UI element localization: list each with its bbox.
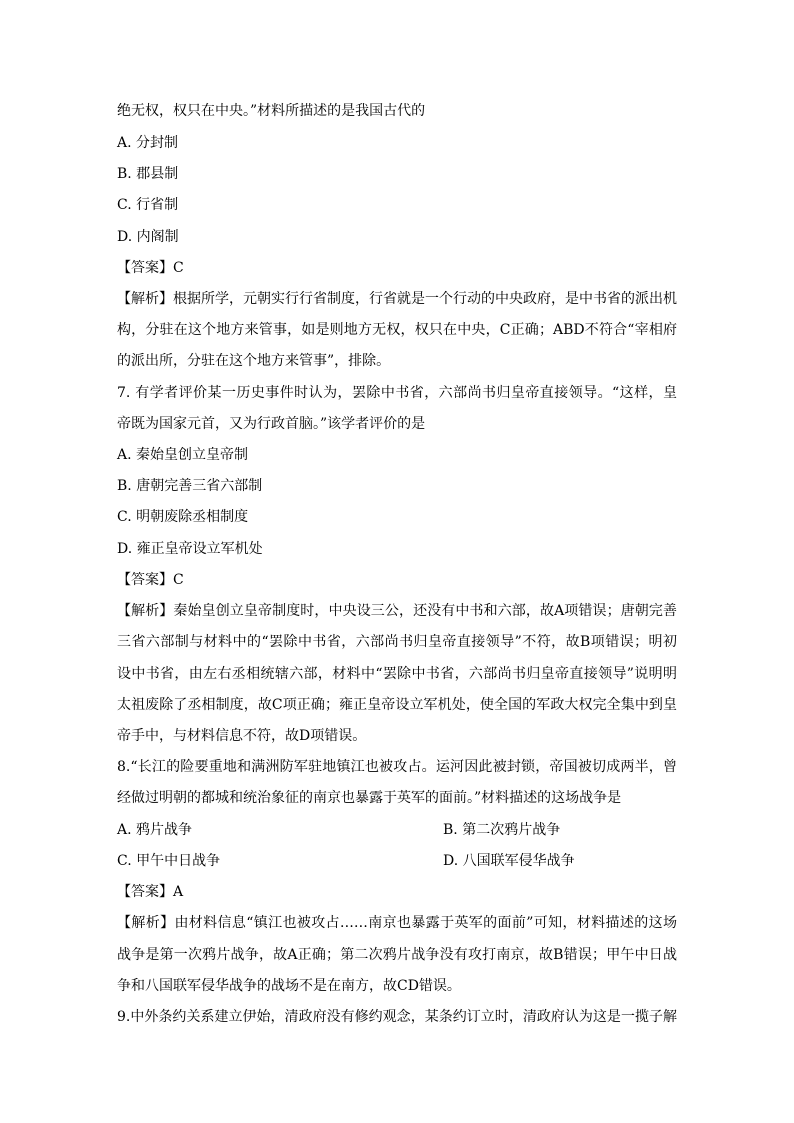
analysis-line: 争和八国联军侵华战争的战场不是在南方，故CD错误。 (117, 978, 461, 994)
analysis-line: 【解析】秦始皇创立皇帝制度时，中央设三公，还没有中书和六部，故A项错误；唐朝完善 (117, 603, 677, 619)
option-c: C. 甲午中日战争 (117, 853, 221, 869)
option-c: C. 行省制 (117, 197, 179, 213)
option-b: B. 唐朝完善三省六部制 (117, 478, 263, 494)
option-a: A. 秦始皇创立皇帝制 (117, 447, 249, 463)
analysis-line: 设中书省，由左右丞相统辖六部，材料中“罢除中书省，六部尚书归皇帝直接领导”说明明 (117, 666, 677, 682)
option-d: D. 八国联军侵华战争 (443, 853, 575, 869)
option-d: D. 内阁制 (117, 229, 179, 245)
question-8-cont: 经做过明朝的都城和统治象征的南京也暴露于英军的面前。”材料描述的这场战争是 (117, 790, 622, 806)
option-a: A. 鸦片战争 (117, 822, 193, 838)
analysis-line: 太祖废除了丞相制度，故C项正确；雍正皇帝设立军机处，使全国的军政大权完全集中到皇 (117, 697, 677, 713)
question-9: 9.中外条约关系建立伊始，清政府没有修约观念，某条约订立时，清政府认为这是一揽子解 (117, 1009, 677, 1025)
option-b: B. 郡县制 (117, 166, 179, 182)
question-7: 7. 有学者评价某一历史事件时认为，罢除中书省，六部尚书归皇帝直接领导。“这样，皇 (117, 385, 677, 401)
answer: 【答案】C (117, 572, 184, 588)
text-line: 绝无权，权只在中央。”材料所描述的是我国古代的 (117, 103, 426, 119)
answer: 【答案】C (117, 260, 184, 276)
option-a: A. 分封制 (117, 135, 179, 151)
analysis-line: 战争是第一次鸦片战争，故A正确；第二次鸦片战争没有攻打南京，故B错误；甲午中日战 (117, 947, 677, 963)
analysis-line: 帝手中，与材料信息不符，故D项错误。 (117, 728, 367, 744)
analysis-line: 三省六部制与材料中的“罢除中书省，六部尚书归皇帝直接领导”不符，故B项错误；明初 (117, 634, 677, 650)
option-b: B. 第二次鸦片战争 (443, 822, 561, 838)
analysis-line: 【解析】根据所学，元朝实行行省制度，行省就是一个行动的中央政府，是中书省的派出机 (117, 291, 677, 307)
question-8: 8.“长江的险要重地和满洲防军驻地镇江也被攻占。运河因此被封锁，帝国被切成两半，曾 (117, 759, 677, 775)
question-7-cont: 帝既为国家元首，又为行政首脑。”该学者评价的是 (117, 416, 426, 432)
analysis-line: 【解析】由材料信息“镇江也被攻占……南京也暴露于英军的面前”可知，材料描述的这场 (117, 915, 677, 931)
analysis-line: 的派出所，分驻在这个地方来管事”，排除。 (117, 353, 391, 369)
answer: 【答案】A (117, 884, 184, 900)
option-d: D. 雍正皇帝设立军机处 (117, 541, 263, 557)
option-c: C. 明朝废除丞相制度 (117, 509, 249, 525)
analysis-line: 构，分驻在这个地方来管事，如是则地方无权，权只在中央，C正确；ABD不符合“宰相府 (117, 322, 677, 338)
